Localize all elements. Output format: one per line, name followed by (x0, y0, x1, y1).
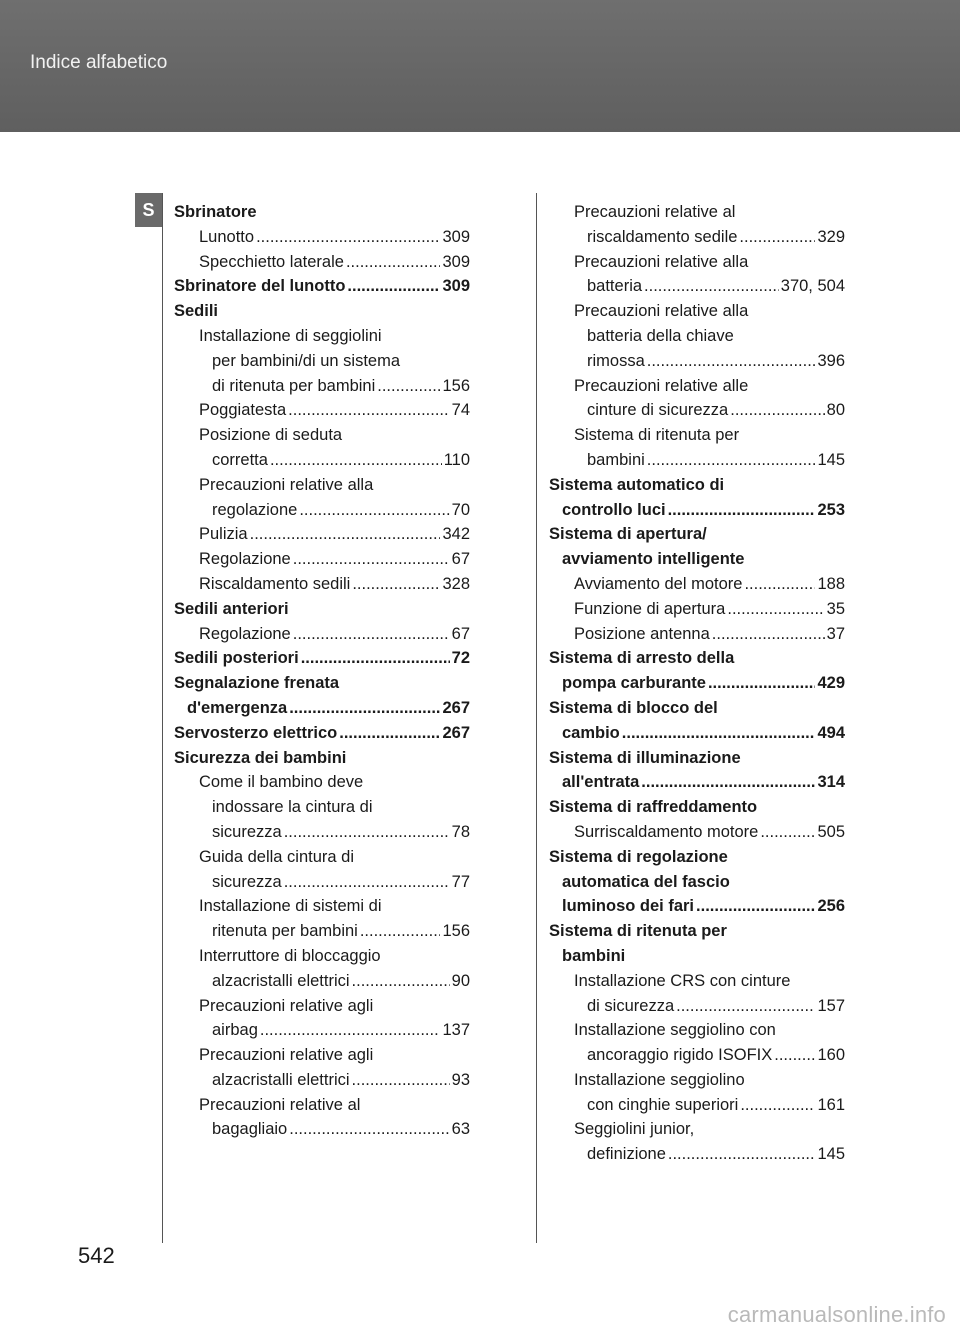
index-entry (549, 994, 845, 1019)
entry-page-ref: 157 (817, 996, 845, 1015)
left-rule (162, 193, 163, 1243)
entry-page-ref: 267 (442, 698, 470, 717)
dot-leader (299, 498, 449, 523)
dot-leader (301, 646, 450, 671)
entry-text: all'entrata (562, 773, 640, 792)
entry-page-ref: 429 (817, 674, 845, 693)
entry-text: Servosterzo elettrico (174, 723, 338, 742)
index-entry (549, 274, 845, 299)
index-entry (549, 646, 845, 671)
entry-page-ref: 396 (817, 351, 845, 370)
entry-page-ref: 67 (451, 550, 470, 569)
index-entry (174, 646, 470, 671)
entry-page-ref: 505 (817, 822, 845, 841)
dot-leader (288, 398, 449, 423)
index-entry (174, 1043, 470, 1068)
index-entry (174, 498, 470, 523)
entry-text: bambini (562, 946, 626, 965)
entry-text: Installazione seggiolino (574, 1070, 745, 1089)
index-entry (174, 547, 470, 572)
entry-text: controllo luci (562, 500, 666, 519)
entry-text: d'emergenza (187, 698, 288, 717)
index-entry (174, 349, 470, 374)
index-entry (549, 448, 845, 473)
entry-page-ref: 145 (817, 450, 845, 469)
entry-text: airbag (212, 1021, 258, 1040)
index-entry (174, 572, 470, 597)
entry-page-ref: 267 (442, 723, 470, 742)
index-entry (549, 795, 845, 820)
entry-text: di sicurezza (587, 996, 675, 1015)
entry-text: Precauzioni relative agli (199, 996, 374, 1015)
entry-text: Pulizia (199, 525, 248, 544)
dot-leader (668, 1142, 816, 1167)
entry-text: alzacristalli elettrici (212, 971, 350, 990)
dot-leader (740, 1093, 815, 1118)
index-entry (549, 671, 845, 696)
index-entry (174, 696, 470, 721)
entry-text: ancoraggio rigido ISOFIX (587, 1046, 773, 1065)
entry-text: alzacristalli elettrici (212, 1070, 350, 1089)
index-entry (549, 820, 845, 845)
dot-leader (250, 522, 441, 547)
index-entry (549, 1043, 845, 1068)
index-entry (549, 423, 845, 448)
entry-text: Precauzioni relative alle (574, 376, 749, 395)
entry-text: con cinghie superiori (587, 1095, 739, 1114)
entry-page-ref: 72 (451, 649, 470, 668)
index-entry (549, 894, 845, 919)
dot-leader (352, 1068, 450, 1093)
entry-text: regolazione (212, 500, 298, 519)
index-entry (549, 324, 845, 349)
index-entry (549, 1093, 845, 1118)
dot-leader (293, 622, 450, 647)
index-entry (549, 696, 845, 721)
entry-text: Installazione seggiolino con (574, 1021, 776, 1040)
entry-text: bambini (587, 450, 645, 469)
index-entry (174, 622, 470, 647)
entry-text: Interruttore di bloccaggio (199, 946, 381, 965)
index-entry (174, 250, 470, 275)
entry-text: indossare la cintura di (212, 798, 373, 817)
dot-leader (774, 1043, 815, 1068)
entry-text: Sistema di illuminazione (549, 748, 741, 767)
entry-page-ref: 145 (817, 1145, 845, 1164)
entry-text: definizione (587, 1145, 666, 1164)
entry-text: sicurezza (212, 872, 282, 891)
watermark: carmanualsonline.info (727, 1302, 946, 1327)
entry-page-ref: 494 (817, 723, 845, 742)
index-entry (549, 374, 845, 399)
entry-page-ref: 63 (451, 1120, 470, 1139)
dot-leader (347, 274, 440, 299)
dot-leader (289, 696, 440, 721)
dot-leader (622, 721, 816, 746)
index-entry (549, 622, 845, 647)
index-entry (174, 870, 470, 895)
index-entry (174, 969, 470, 994)
dot-leader (260, 1018, 441, 1043)
entry-text: Sistema di blocco del (549, 698, 718, 717)
dot-leader (730, 398, 824, 423)
entry-text: Sistema di regolazione (549, 847, 728, 866)
entry-text: Poggiatesta (199, 401, 287, 420)
entry-text: Specchietto laterale (199, 252, 344, 271)
dot-leader (641, 770, 815, 795)
entry-text: Riscaldamento sedili (199, 574, 351, 593)
index-entry (549, 547, 845, 572)
entry-page-ref: 80 (826, 401, 845, 420)
index-entry (549, 473, 845, 498)
entry-page-ref: 110 (443, 450, 470, 469)
index-entry (174, 671, 470, 696)
index-entry (549, 870, 845, 895)
dot-leader (668, 498, 816, 523)
entry-page-ref: 156 (442, 376, 470, 395)
entry-text: Installazione di sistemi di (199, 897, 382, 916)
index-entry (174, 473, 470, 498)
index-entry (174, 1093, 470, 1118)
index-entry (549, 919, 845, 944)
entry-page-ref: 342 (442, 525, 470, 544)
index-entry (549, 770, 845, 795)
dot-leader (676, 994, 815, 1019)
entry-text: Seggiolini junior, (574, 1120, 695, 1139)
entry-page-ref: 370, 504 (780, 277, 845, 296)
entry-page-ref: 74 (451, 401, 470, 420)
dot-leader (708, 671, 816, 696)
dot-leader (377, 374, 440, 399)
entry-text: cambio (562, 723, 620, 742)
index-column-left (174, 200, 470, 1142)
entry-page-ref: 70 (451, 500, 470, 519)
entry-text: Precauzioni relative alla (199, 475, 374, 494)
page-number: 542 (78, 1243, 115, 1268)
entry-page-ref: 78 (451, 822, 470, 841)
dot-leader (339, 721, 440, 746)
entry-text: automatica del fascio (562, 872, 730, 891)
entry-text: Regolazione (199, 624, 291, 643)
entry-text: Funzione di apertura (574, 599, 726, 618)
index-entry (174, 225, 470, 250)
entry-page-ref: 328 (442, 574, 470, 593)
index-entry (174, 374, 470, 399)
index-entry (174, 597, 470, 622)
entry-text: per bambini/di un sistema (212, 351, 401, 370)
entry-text: Avviamento del motore (574, 574, 743, 593)
index-entry (549, 1068, 845, 1093)
entry-text: Sistema di raffreddamento (549, 798, 758, 817)
entry-text: Sbrinatore del lunotto (174, 277, 346, 296)
dot-leader (284, 870, 450, 895)
index-entry (549, 845, 845, 870)
entry-text: Segnalazione frenata (174, 674, 340, 693)
index-entry (549, 250, 845, 275)
entry-text: pompa carburante (562, 674, 706, 693)
entry-text: Precauzioni relative alla (574, 302, 749, 321)
index-entry (549, 1018, 845, 1043)
index-entry (174, 200, 470, 225)
entry-text: batteria della chiave (587, 326, 734, 345)
entry-text: luminoso dei fari (562, 897, 695, 916)
entry-text: cinture di sicurezza (587, 401, 729, 420)
index-entry (549, 200, 845, 225)
index-entry (549, 225, 845, 250)
dot-leader (727, 597, 824, 622)
entry-text: Sicurezza dei bambini (174, 748, 347, 767)
index-entry (174, 894, 470, 919)
section-letter-tab: S (135, 193, 162, 227)
dot-leader (284, 820, 450, 845)
entry-text: Precauzioni relative al (574, 203, 736, 221)
entry-text: Posizione antenna (574, 624, 710, 643)
entry-text: Sedili posteriori (174, 649, 299, 668)
entry-text: batteria (587, 277, 643, 296)
index-entry (549, 597, 845, 622)
entry-text: rimossa (587, 351, 645, 370)
entry-text: Precauzioni relative agli (199, 1046, 374, 1065)
index-entry (174, 1068, 470, 1093)
index-entry (174, 522, 470, 547)
entry-page-ref: 67 (451, 624, 470, 643)
index-entry (174, 324, 470, 349)
dot-leader (360, 919, 441, 944)
entry-page-ref: 37 (826, 624, 845, 643)
index-entry (174, 820, 470, 845)
index-entry (174, 944, 470, 969)
index-entry (174, 994, 470, 1019)
entry-text: Sistema di arresto della (549, 649, 735, 668)
index-entry (549, 498, 845, 523)
entry-text: riscaldamento sedile (587, 227, 738, 246)
entry-page-ref: 156 (442, 922, 470, 941)
index-entry (174, 299, 470, 324)
index-entry (549, 746, 845, 771)
index-entry (174, 423, 470, 448)
entry-text: Sedili (174, 302, 219, 321)
dot-leader (346, 250, 441, 275)
entry-text: Regolazione (199, 550, 291, 569)
index-entry (174, 274, 470, 299)
index-entry (174, 795, 470, 820)
entry-text: Precauzioni relative al (199, 1095, 361, 1114)
index-entry (174, 398, 470, 423)
entry-text: Sbrinatore (174, 203, 257, 221)
entry-page-ref: 309 (442, 252, 470, 271)
entry-page-ref: 77 (451, 872, 470, 891)
entry-page-ref: 253 (817, 500, 845, 519)
index-entry (174, 448, 470, 473)
dot-leader (352, 572, 440, 597)
entry-text: Sistema di apertura/ (549, 525, 707, 544)
entry-page-ref: 314 (817, 773, 845, 792)
index-entry (549, 572, 845, 597)
entry-text: ritenuta per bambini (212, 922, 358, 941)
index-entry (174, 919, 470, 944)
entry-page-ref: 35 (826, 599, 845, 618)
index-entry (549, 1142, 845, 1167)
entry-text: Sistema di ritenuta per (574, 426, 740, 445)
entry-text: Precauzioni relative alla (574, 252, 749, 271)
entry-text: di ritenuta per bambini (212, 376, 376, 395)
index-entry (174, 1018, 470, 1043)
entry-text: Sistema di ritenuta per (549, 922, 727, 941)
entry-text: bagagliaio (212, 1120, 288, 1139)
entry-text: Guida della cintura di (199, 847, 355, 866)
entry-page-ref: 137 (442, 1021, 470, 1040)
dot-leader (644, 274, 779, 299)
index-entry (549, 944, 845, 969)
index-entry (549, 299, 845, 324)
entry-page-ref: 309 (442, 227, 470, 246)
index-entry (549, 721, 845, 746)
entry-page-ref: 161 (817, 1095, 845, 1114)
entry-text: Surriscaldamento motore (574, 822, 759, 841)
index-entry (174, 721, 470, 746)
index-entry (549, 349, 845, 374)
entry-page-ref: 93 (451, 1070, 470, 1089)
dot-leader (739, 225, 815, 250)
index-column-right (549, 200, 845, 1167)
header-bar (0, 0, 960, 132)
entry-text: Posizione di seduta (199, 426, 343, 445)
entry-text: Installazione di seggiolini (199, 326, 382, 345)
dot-leader (712, 622, 825, 647)
entry-text: Lunotto (199, 227, 255, 246)
entry-text: avviamento intelligente (562, 550, 745, 569)
dot-leader (744, 572, 815, 597)
entry-text: Come il bambino deve (199, 773, 364, 792)
index-entry (174, 1117, 470, 1142)
dot-leader (352, 969, 450, 994)
dot-leader (696, 894, 815, 919)
index-entry (549, 1117, 845, 1142)
index-entry (174, 845, 470, 870)
entry-text: corretta (212, 450, 268, 469)
dot-leader (256, 225, 440, 250)
section-title: Indice alfabetico (30, 52, 168, 73)
entry-page-ref: 188 (817, 574, 845, 593)
dot-leader (647, 349, 816, 374)
entry-page-ref: 160 (817, 1046, 845, 1065)
index-entry (174, 746, 470, 771)
dot-leader (760, 820, 815, 845)
entry-text: Sedili anteriori (174, 599, 289, 618)
entry-text: Installazione CRS con cinture (574, 971, 791, 990)
dot-leader (270, 448, 442, 473)
dot-leader (647, 448, 816, 473)
index-entry (549, 969, 845, 994)
dot-leader (293, 547, 450, 572)
index-entry (549, 398, 845, 423)
index-entry (549, 522, 845, 547)
entry-text: Sistema automatico di (549, 475, 725, 494)
dot-leader (289, 1117, 449, 1142)
entry-page-ref: 309 (442, 277, 470, 296)
entry-page-ref: 256 (817, 897, 845, 916)
entry-text: sicurezza (212, 822, 282, 841)
column-divider (536, 193, 537, 1243)
entry-page-ref: 329 (817, 227, 845, 246)
entry-page-ref: 90 (451, 971, 470, 990)
index-entry (174, 770, 470, 795)
